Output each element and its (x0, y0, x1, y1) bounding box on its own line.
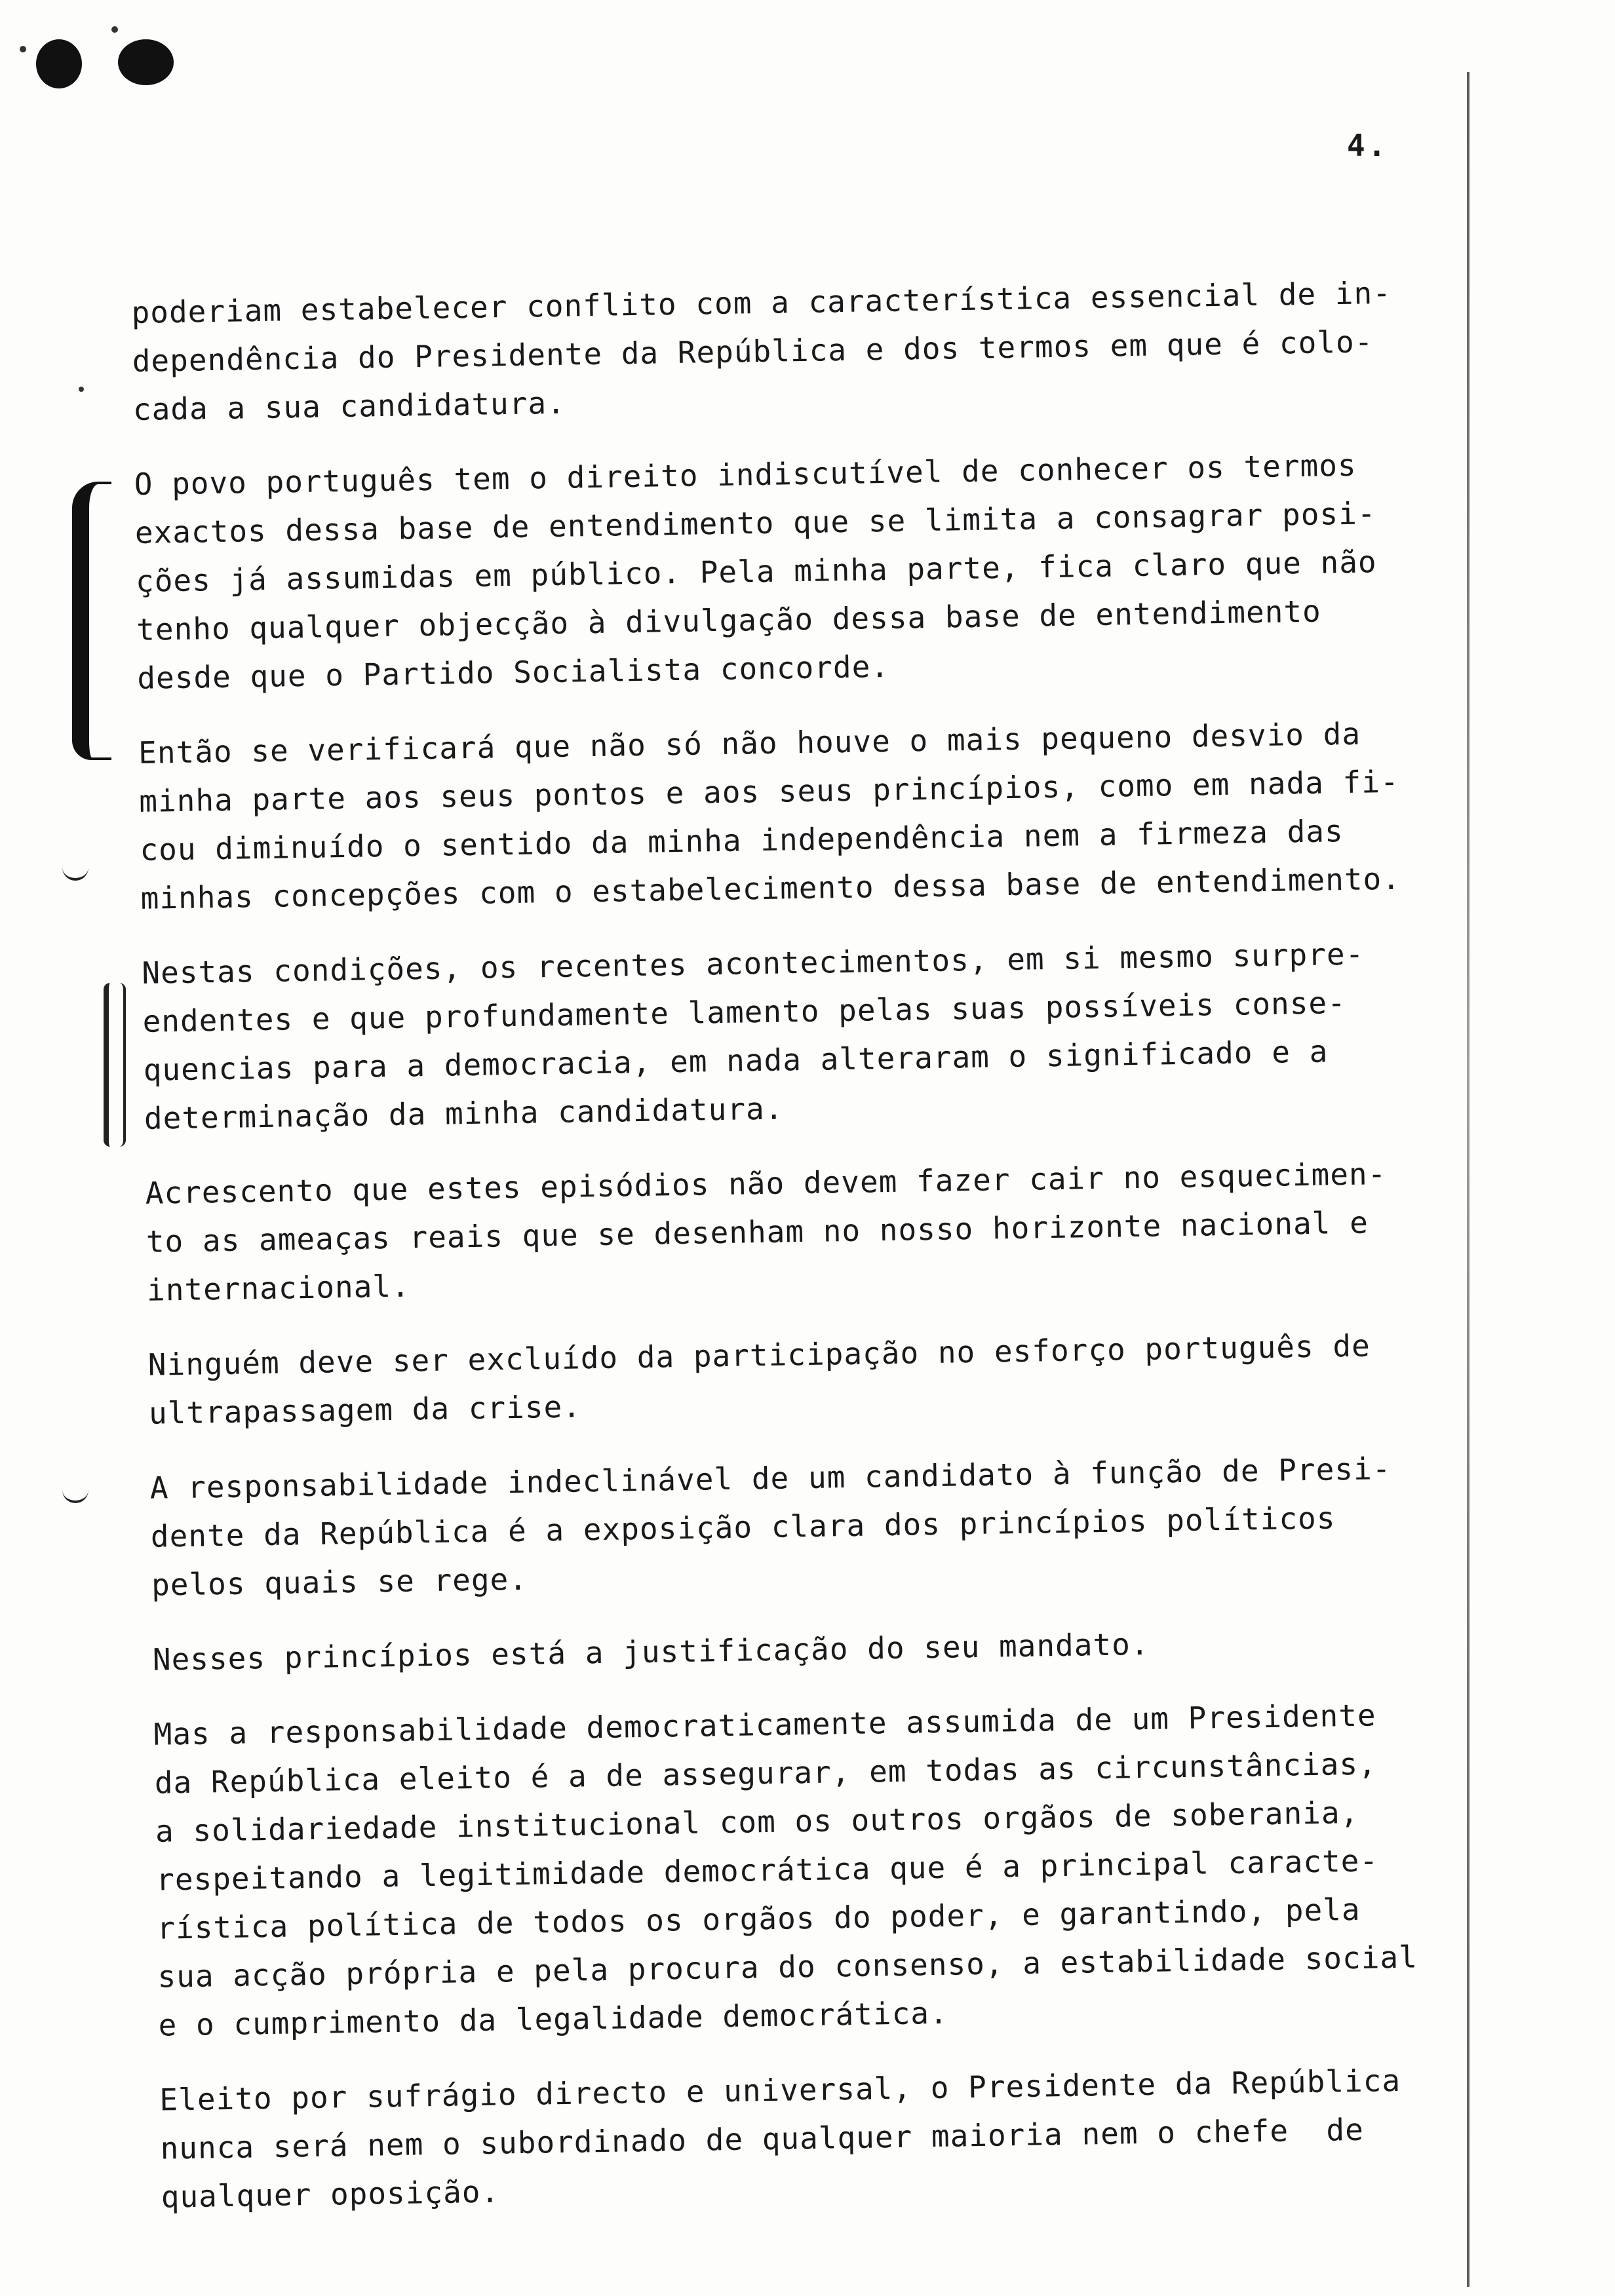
paragraph (145, 1147, 1510, 1314)
ink-blot (36, 39, 82, 88)
text-line: sua acção própria e pela procura do consenso, a estabilidade social (157, 1939, 1418, 1995)
body-text (131, 267, 1525, 2247)
text-line: determinação da minha candidatura. (144, 1090, 784, 1136)
paragraph (149, 1442, 1515, 1609)
text-line: da República eleito é a de assegurar, em todas as circunstâncias, (154, 1746, 1378, 1801)
text-line: Nesses princípios está a justificação do seu mandato. (152, 1626, 1150, 1677)
text-line: O povo português tem o direito indiscutível de conhecer os termos (134, 447, 1357, 502)
text-line: dente da República é a exposição clara dos princípios políticos (150, 1500, 1336, 1554)
text-line: Acrescento que estes episódios não devem fazer cair no esquecimen- (145, 1156, 1387, 1211)
text-line: Eleito por sufrágio directo e universal, o Presidente da República (159, 2062, 1401, 2118)
text-line: Mas a responsabilidade democraticamente assumida de um Presidente (153, 1697, 1377, 1752)
text-line: nunca será nem o subordinado de qualquer maioria nem o chefe de (160, 2111, 1365, 2166)
handwritten-margin-mark (62, 852, 88, 881)
text-line: rística política de todos os orgãos do poder, e garantindo, pela (156, 1891, 1361, 1946)
paragraph (142, 927, 1508, 1143)
handwritten-bracket-mark (72, 482, 111, 760)
text-line: cada a sua candidatura. (132, 385, 566, 427)
text-line: Então se verificará que não só não houve o mais pequeno desvio da (138, 716, 1361, 771)
text-line: tenho qualquer objecção à divulgação dessa base de entendimento (136, 593, 1322, 647)
text-line: ções já assumidas em público. Pela minha parte, fica claro que não (135, 544, 1378, 599)
text-line: minhas concepções com o estabelecimento dessa base de entendimento. (140, 860, 1401, 916)
text-line: dependência do Presidente da República e dos termos em que é colo- (132, 324, 1374, 379)
text-line: Ninguém deve ser excluído da participação no esforço português de (147, 1328, 1371, 1383)
text-line: pelos quais se rege. (151, 1561, 528, 1603)
text-line: exactos dessa base de entendimento que se limita a consagrar posi- (134, 495, 1376, 550)
paragraph (147, 1319, 1512, 1438)
paragraph (152, 1614, 1516, 1684)
text-line: Nestas condições, os recentes acontecimentos, em si mesmo surpre- (141, 936, 1365, 991)
text-line: minha parte aos seus pontos e aos seus princípios, como em nada fi- (138, 763, 1400, 819)
text-line: a solidariedade institucional com os outros orgãos de soberania, (155, 1794, 1359, 1849)
text-line: ultrapassagem da crise. (148, 1388, 582, 1431)
paragraph (131, 267, 1496, 434)
text-line: desde que o Partido Socialista concorde. (136, 648, 890, 696)
page-number: 4. (1347, 128, 1389, 163)
text-line: internacional. (146, 1268, 411, 1308)
ink-speck (79, 387, 84, 392)
handwritten-margin-mark (104, 983, 126, 1147)
text-line: to as ameaças reais que se desenham no nosso horizonte nacional e (146, 1204, 1369, 1259)
handwritten-margin-mark (62, 1474, 88, 1503)
ink-speck (111, 26, 118, 33)
ink-blot (118, 39, 174, 85)
text-line: cou diminuído o sentido da minha independência nem a firmeza das (140, 813, 1344, 868)
paragraph (153, 1689, 1522, 2050)
text-line: endentes e que profundamente lamento pelas suas possíveis conse- (142, 985, 1347, 1039)
text-line: qualquer oposição. (161, 2173, 500, 2215)
text-line: respeitando a legitimidade democrática que é a principal caracte- (155, 1843, 1379, 1898)
paragraph (134, 438, 1501, 702)
text-line: e o cumprimento da legalidade democrática. (158, 1995, 949, 2043)
ink-speck (20, 46, 26, 52)
paragraph (159, 2054, 1525, 2221)
paragraph (138, 707, 1504, 923)
text-line: poderiam estabelecer conflito com a característica essencial de in- (131, 275, 1392, 330)
text-line: quencias para a democracia, em nada alteraram o significado e a (143, 1033, 1329, 1088)
text-line: A responsabilidade indeclinável de um candidato à função de Presi- (149, 1451, 1391, 1506)
